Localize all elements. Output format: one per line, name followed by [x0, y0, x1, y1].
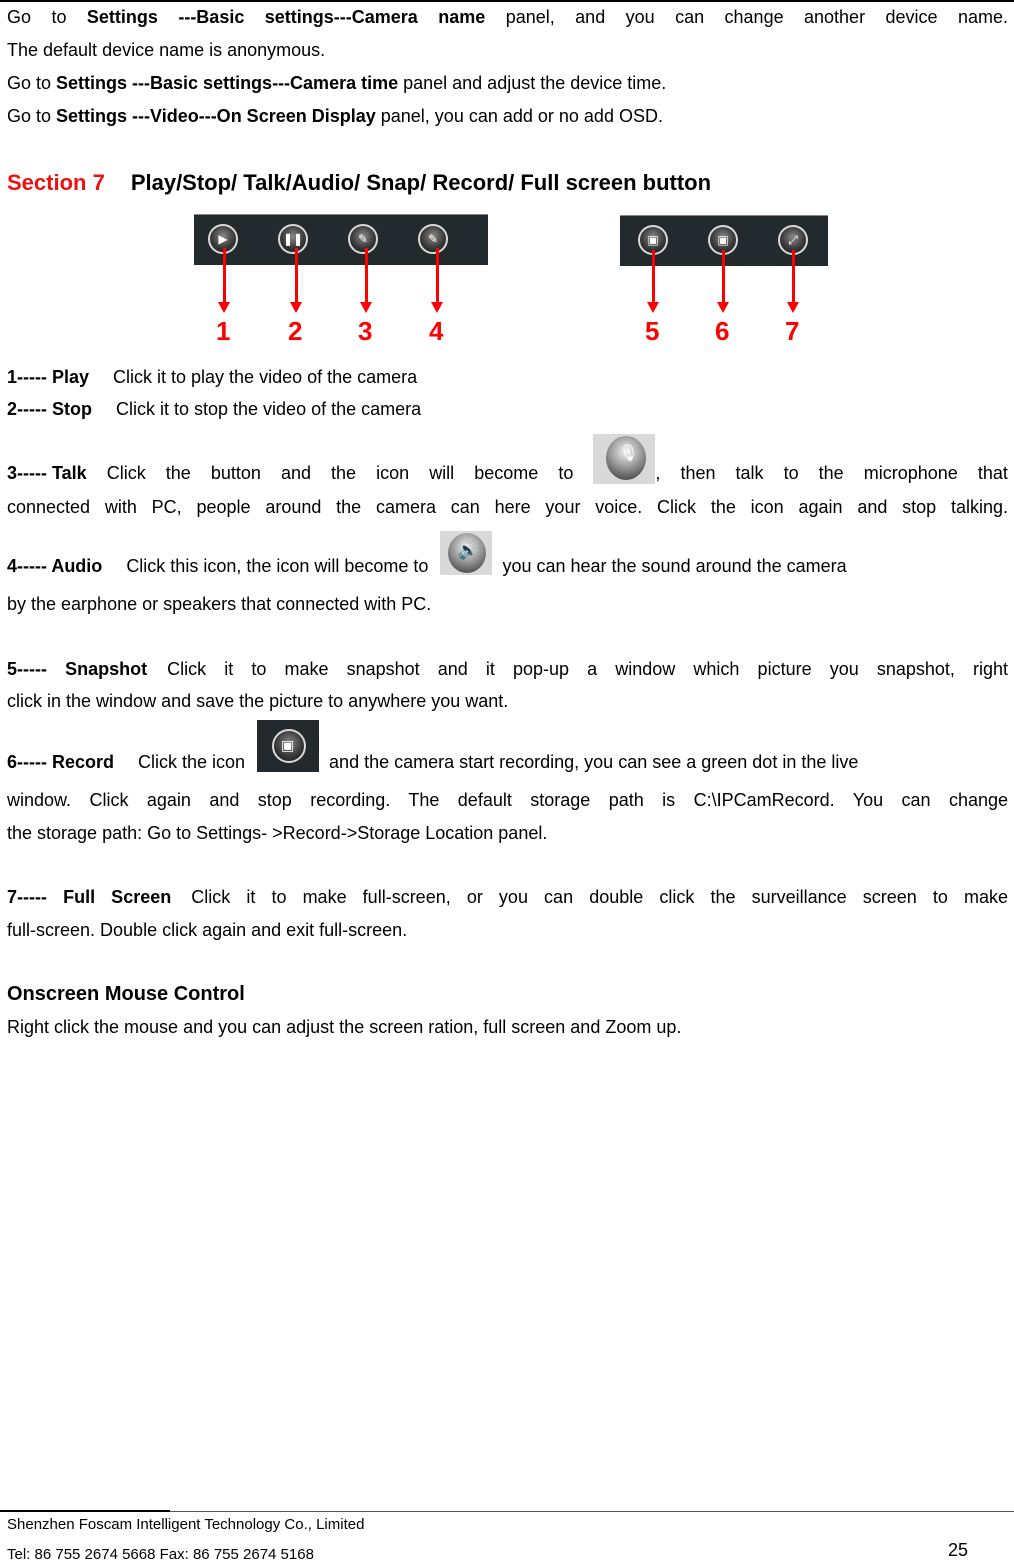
- section-title: Play/Stop/ Talk/Audio/ Snap/ Record/ Full screen button: [130, 170, 712, 195]
- intro-line-3: Go to Settings ---Basic settings---Camera time panel and adjust the device time.: [7, 73, 667, 93]
- section-number: Section 7: [7, 170, 105, 195]
- intro-line-1: Go to Settings ---Basic settings---Camera name panel, and you can change another device name.: [7, 7, 1008, 27]
- item-fullscreen: 7----- Full Screen Click it to make full-screen, or you can double click the surveillance screen to make: [7, 887, 1008, 907]
- callout-arrow-1: [223, 248, 226, 302]
- toolbar-left: [194, 214, 488, 265]
- microphone-active-icon: 🎙: [593, 434, 655, 484]
- callout-number-4: 4: [429, 316, 444, 346]
- audio-speaker-icon: ✎: [418, 224, 448, 254]
- top-rule: [0, 0, 1014, 2]
- speaker-active-icon: 🔊: [440, 531, 492, 575]
- callout-arrowhead-6: [717, 302, 729, 313]
- callout-arrow-7: [792, 250, 795, 302]
- callout-number-2: 2: [288, 316, 303, 346]
- talk-mic-icon: ✎: [348, 224, 378, 254]
- footer-contact: Tel: 86 755 2674 5668 Fax: 86 755 2674 5168: [7, 1546, 314, 1563]
- play-icon: ▶: [208, 224, 238, 254]
- snapshot-camera-icon: ▣: [638, 225, 668, 255]
- callout-arrow-5: [652, 250, 655, 302]
- item-record-line-2: window. Click again and stop recording. The default storage path is C:\IPCamRecord. You can change: [7, 790, 1008, 810]
- item-talk-line-2: connected with PC, people around the camera can here your voice. Click the icon again and stop talking.: [7, 497, 1008, 517]
- item-snapshot-line-2: click in the window and save the picture to anywhere you want.: [7, 691, 509, 711]
- mouse-control-heading: Onscreen Mouse Control: [7, 983, 245, 1005]
- item-audio: 4----- Audio Click this icon, the icon will become to 🔊 you can hear the sound around the camera: [7, 531, 847, 577]
- record-inline-icon: ▣: [257, 720, 319, 772]
- intro-line-2: The default device name is anonymous.: [7, 40, 326, 60]
- section-heading: [7, 170, 711, 196]
- intro-line-4: Go to Settings ---Video---On Screen Display panel, you can add or no add OSD.: [7, 106, 663, 126]
- pause-icon: ❚❚: [278, 224, 308, 254]
- callout-number-5: 5: [645, 316, 660, 346]
- record-video-icon: ▣: [708, 225, 738, 255]
- callout-number-1: 1: [216, 316, 231, 346]
- callout-arrowhead-7: [787, 302, 799, 313]
- callout-arrowhead-3: [360, 302, 372, 313]
- callout-number-7: 7: [785, 316, 800, 346]
- item-record: 6----- Record Click the icon ▣ and the camera start recording, you can see a green dot in the live: [7, 720, 858, 773]
- footer-company: Shenzhen Foscam Intelligent Technology Co., Limited: [7, 1516, 365, 1533]
- item-stop: 2----- Stop Click it to stop the video of the camera: [7, 399, 422, 419]
- callout-number-3: 3: [358, 316, 373, 346]
- item-fullscreen-line-2: full-screen. Double click again and exit full-screen.: [7, 920, 408, 940]
- item-audio-line-2: by the earphone or speakers that connected with PC.: [7, 594, 432, 614]
- item-talk: 3----- Talk Click the button and the icon will become to 🎙 , then talk to the microphone that: [7, 430, 1008, 484]
- callout-arrow-6: [722, 250, 725, 302]
- mouse-control-body: Right click the mouse and you can adjust the screen ration, full screen and Zoom up.: [7, 1017, 682, 1037]
- callout-arrowhead-1: [218, 302, 230, 313]
- callout-arrow-3: [365, 248, 368, 302]
- callout-arrowhead-4: [431, 302, 443, 313]
- callout-arrowhead-5: [647, 302, 659, 313]
- callout-number-6: 6: [715, 316, 730, 346]
- callout-arrow-2: [295, 248, 298, 302]
- callout-arrow-4: [436, 248, 439, 302]
- page-number: 25: [948, 1540, 969, 1560]
- item-play: 1----- Play Click it to play the video of the camera: [7, 367, 418, 387]
- item-snapshot: 5----- Snapshot Click it to make snapshot and it pop-up a window which picture you snapshot, right: [7, 659, 1009, 679]
- callout-arrowhead-2: [290, 302, 302, 313]
- item-record-line-3: the storage path: Go to Settings- >Record->Storage Location panel.: [7, 823, 548, 843]
- fullscreen-icon: ⤢: [778, 225, 808, 255]
- footer-rule-accent: [0, 1510, 170, 1512]
